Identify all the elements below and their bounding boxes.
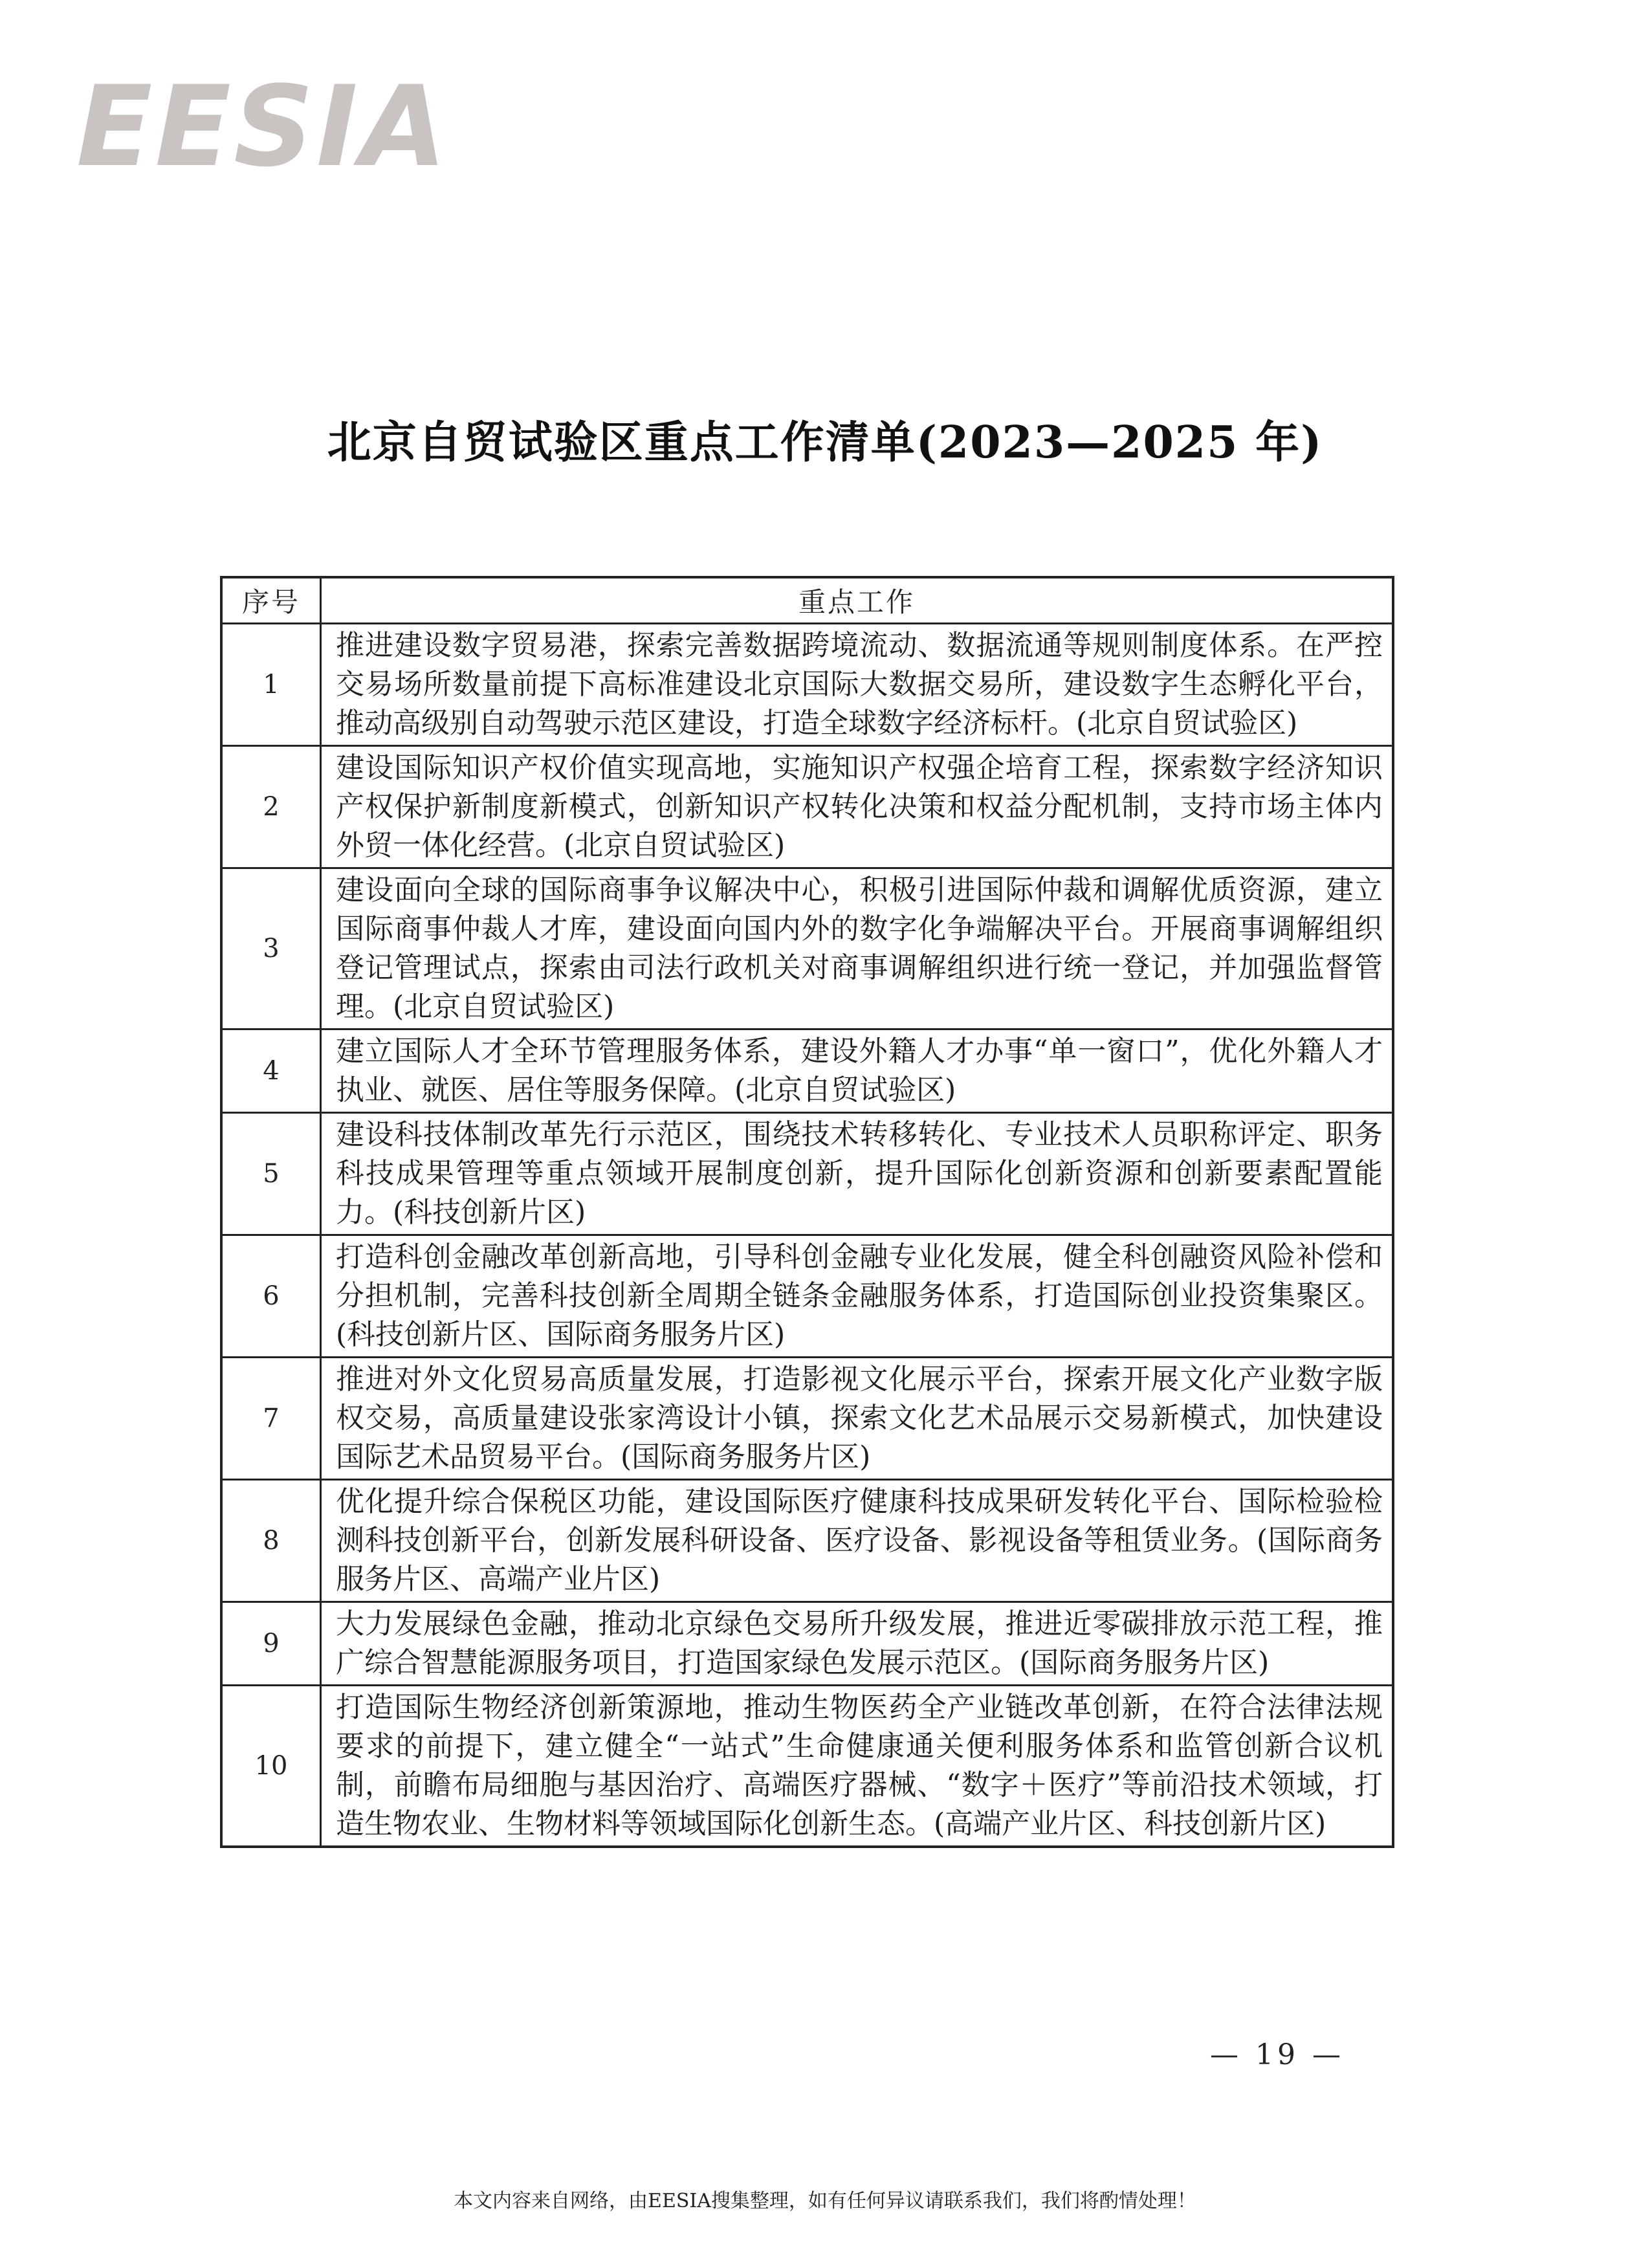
row-text: 建设科技体制改革先行示范区，围绕技术转移转化、专业技术人员职称评定、职务科技成果管理等重点领域开展制度创新，提升国际化创新资源和创新要素配置能力。(科技创新片区) bbox=[321, 1113, 1394, 1235]
header-key-work: 重点工作 bbox=[321, 577, 1394, 624]
table-header-row bbox=[221, 577, 1393, 624]
row-text: 建设国际知识产权价值实现高地，实施知识产权强企培育工程，探索数字经济知识产权保护新制度新模式，创新知识产权转化决策和权益分配机制，支持市场主体内外贸一体化经营。(北京自贸试验区) bbox=[321, 746, 1394, 868]
row-number: 7 bbox=[221, 1358, 321, 1480]
row-number: 2 bbox=[221, 746, 321, 868]
row-number: 3 bbox=[221, 868, 321, 1029]
row-text: 建立国际人才全环节管理服务体系，建设外籍人才办事“单一窗口”，优化外籍人才执业、就医、居住等服务保障。(北京自贸试验区) bbox=[321, 1029, 1394, 1113]
row-text: 打造国际生物经济创新策源地，推动生物医药全产业链改革创新，在符合法律法规要求的前提下，建立健全“一站式”生命健康通关便利服务体系和监管创新合议机制，前瞻布局细胞与基因治疗、高端医疗器械、“数字＋医疗”等前沿技术领域，打造生物农业、生物材料等领域国际化创新生态。(高端产业片区、科技创新片区) bbox=[321, 1686, 1394, 1847]
table-row bbox=[221, 624, 1393, 746]
page-number: — 19 — bbox=[1210, 2038, 1345, 2071]
row-number: 10 bbox=[221, 1686, 321, 1847]
table-row bbox=[221, 746, 1393, 868]
row-number: 9 bbox=[221, 1602, 321, 1686]
row-number: 4 bbox=[221, 1029, 321, 1113]
eesia-logo: EESIA bbox=[76, 61, 449, 192]
row-text: 建设面向全球的国际商事争议解决中心，积极引进国际仲裁和调解优质资源，建立国际商事仲裁人才库，建设面向国内外的数字化争端解决平台。开展商事调解组织登记管理试点，探索由司法行政机关对商事调解组织进行统一登记，并加强监督管理。(北京自贸试验区) bbox=[321, 868, 1394, 1029]
row-number: 8 bbox=[221, 1480, 321, 1602]
row-number: 5 bbox=[221, 1113, 321, 1235]
table-row bbox=[221, 1480, 1393, 1602]
footer-disclaimer: 本文内容来自网络，由EESIA搜集整理，如有任何异议请联系我们，我们将酌情处理！ bbox=[454, 2190, 1196, 2212]
table-row bbox=[221, 1686, 1393, 1847]
table-row bbox=[221, 1358, 1393, 1480]
header-serial-number: 序号 bbox=[221, 577, 321, 624]
row-number: 6 bbox=[221, 1235, 321, 1358]
row-text: 推进建设数字贸易港，探索完善数据跨境流动、数据流通等规则制度体系。在严控交易场所数量前提下高标准建设北京国际大数据交易所，建设数字生态孵化平台，推动高级别自动驾驶示范区建设，打造全球数字经济标杆。(北京自贸试验区) bbox=[321, 624, 1394, 746]
page-title: 北京自贸试验区重点工作清单(2023—2025 年) bbox=[327, 417, 1323, 468]
table-row bbox=[221, 1602, 1393, 1686]
row-number: 1 bbox=[221, 624, 321, 746]
table-row bbox=[221, 1029, 1393, 1113]
table-row bbox=[221, 868, 1393, 1029]
row-text: 优化提升综合保税区功能，建设国际医疗健康科技成果研发转化平台、国际检验检测科技创新平台，创新发展科研设备、医疗设备、影视设备等租赁业务。(国际商务服务片区、高端产业片区) bbox=[321, 1480, 1394, 1602]
row-text: 大力发展绿色金融，推动北京绿色交易所升级发展，推进近零碳排放示范工程，推广综合智慧能源服务项目，打造国家绿色发展示范区。(国际商务服务片区) bbox=[321, 1602, 1394, 1686]
table-row bbox=[221, 1235, 1393, 1358]
table-row bbox=[221, 1113, 1393, 1235]
row-text: 推进对外文化贸易高质量发展，打造影视文化展示平台，探索开展文化产业数字版权交易，高质量建设张家湾设计小镇，探索文化艺术品展示交易新模式，加快建设国际艺术品贸易平台。(国际商务服务片区) bbox=[321, 1358, 1394, 1480]
row-text: 打造科创金融改革创新高地，引导科创金融专业化发展，健全科创融资风险补偿和分担机制，完善科技创新全周期全链条金融服务体系，打造国际创业投资集聚区。(科技创新片区、国际商务服务片区) bbox=[321, 1235, 1394, 1358]
key-work-table bbox=[220, 576, 1394, 1848]
